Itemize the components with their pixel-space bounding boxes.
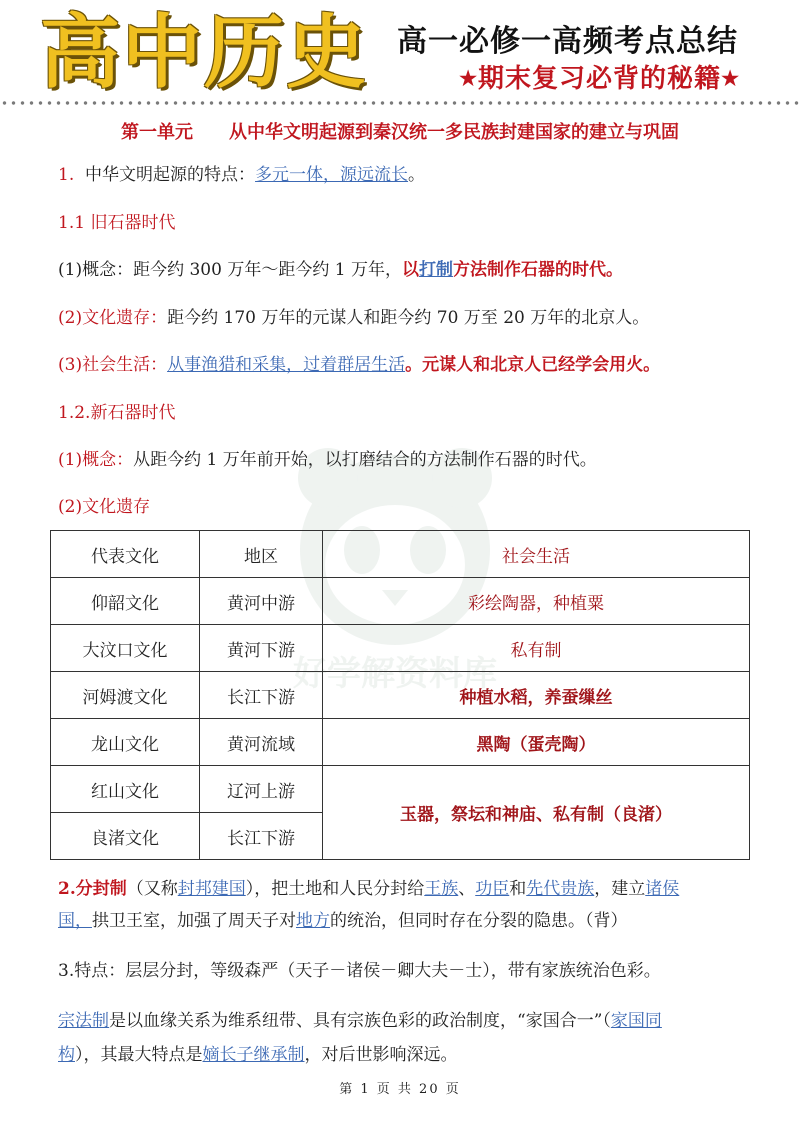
feudal-text: （又称: [126, 879, 178, 899]
table-cell: 长江下游: [200, 813, 323, 860]
feudal-features: 3.特点：层层分封，等级森严（天子－诸侯－卿大夫－士），带有家族统治色彩。: [58, 961, 661, 981]
unit-title: 从中华文明起源到秦汉统一多民族封建国家的建立与巩固: [229, 122, 679, 143]
section-1-answer: 多元一体，源远流长: [255, 165, 409, 185]
table-cell: 良渚文化: [51, 813, 200, 860]
paleolithic-life: [58, 350, 752, 380]
table-cell: 大汶口文化: [51, 625, 200, 672]
header-tagline-box: [459, 58, 740, 95]
heading-neolithic: 1.2.新石器时代: [58, 403, 176, 423]
section-1-line: [58, 160, 752, 190]
feudal-text: 和: [509, 879, 527, 899]
feudal-key: 功臣: [475, 879, 510, 899]
feudal-key: 王族: [424, 879, 459, 899]
patriarchal-paragraph: [58, 1006, 750, 1036]
table-cell: 黄河中游: [200, 578, 323, 625]
feudal-label: 2.分封制: [58, 879, 127, 899]
table-row: [51, 672, 750, 719]
feudal-key: 地方: [296, 911, 330, 931]
table-cell: 黄河下游: [200, 625, 323, 672]
table-cell: 辽河上游: [200, 766, 323, 813]
feudal-key: 封邦建国: [177, 879, 246, 899]
section-1-text: 中华文明起源的特点：: [85, 165, 256, 185]
culture-table: [50, 530, 750, 860]
page-big-title: 高中历史: [40, 5, 368, 99]
dotted-divider: [0, 100, 800, 106]
table-header-cell: 代表文化: [51, 531, 200, 578]
paleolithic-life-text: 。元谋人和北京人已经学会用火。: [405, 355, 661, 375]
watermark-text: 好学解资料库: [293, 654, 497, 694]
table-row: [51, 625, 750, 672]
patriarchal-key: 构: [58, 1045, 75, 1065]
table-cell: 彩绘陶器，种植粟: [323, 578, 750, 625]
table-cell: 仰韶文化: [51, 578, 200, 625]
feudal-text: 、: [458, 879, 476, 899]
table-header-row: [51, 531, 750, 578]
feudal-system-paragraph-cont: [58, 906, 750, 936]
section-1-end: 。: [408, 165, 426, 185]
table-cell: 私有制: [323, 625, 750, 672]
feudal-text: ），把土地和人民分封给: [245, 879, 425, 899]
header-tagline: 期末复习必背的秘籍: [478, 64, 722, 94]
neolithic-remains-label: (2)文化遗存: [58, 497, 151, 517]
feudal-text: 拱卫王室，加强了周天子对: [92, 911, 296, 931]
feudal-key: 诸侯: [645, 879, 680, 899]
table-cell: 种植水稻，养蚕缫丝: [323, 672, 750, 719]
feudal-text: ，建立: [594, 879, 646, 899]
heading-paleolithic: 1.1 旧石器时代: [58, 213, 176, 233]
patriarchal-text: 是以血缘关系为维系纽带、具有宗族色彩的政治制度，“家国合一”（: [109, 1011, 611, 1031]
patriarchal-paragraph-cont: [58, 1040, 750, 1070]
table-cell-merged: 玉器，祭坛和神庙、私有制（良渚）: [323, 766, 750, 860]
table-header-cell: 地区: [200, 531, 323, 578]
table-cell: 龙山文化: [51, 719, 200, 766]
paleolithic-concept-c: 方法制作石器的时代。: [452, 260, 623, 280]
paleolithic-life-label: (3)社会生活：: [58, 355, 168, 375]
table-cell: 黄河流域: [200, 719, 323, 766]
paleolithic-concept-key: 打制: [418, 260, 453, 280]
neolithic-concept: [58, 445, 752, 475]
paleolithic-remains: [58, 303, 752, 333]
table-cell: 长江下游: [200, 672, 323, 719]
patriarchal-key: 嫡长子继承制: [202, 1045, 305, 1065]
paleolithic-remains-label: (2)文化遗存：: [58, 308, 168, 328]
unit-label: 第一单元: [121, 122, 193, 143]
table-row: [51, 719, 750, 766]
table-header-cell: 社会生活: [323, 531, 750, 578]
paleolithic-concept: [58, 255, 752, 285]
patriarchal-key: 宗法制: [58, 1011, 109, 1031]
star-icon: ★: [459, 66, 479, 90]
table-cell: 黑陶（蛋壳陶）: [323, 719, 750, 766]
patriarchal-key: 家国同: [610, 1011, 662, 1031]
section-1-number: 1.: [58, 165, 75, 185]
feudal-text: 的统治，但同时存在分裂的隐患。（背）: [330, 911, 628, 931]
page-number: 第 1 页 共 20 页: [339, 1082, 461, 1097]
header-subtitle: 高一必修一高频考点总结: [397, 24, 738, 59]
paleolithic-concept-a: 以: [401, 260, 419, 280]
feudal-system-paragraph: [58, 874, 750, 904]
table-row: [51, 766, 750, 813]
table-cell: 红山文化: [51, 766, 200, 813]
star-icon: ★: [721, 66, 740, 90]
table-row: [51, 578, 750, 625]
paleolithic-remains-text: 距今约 170 万年的元谋人和距今约 70 万至 20 万年的北京人。: [167, 308, 650, 328]
paleolithic-life-answer: 从事渔猎和采集，过着群居生活: [167, 355, 406, 375]
feudal-key: 国，: [58, 911, 92, 931]
patriarchal-text: ，对后世影响深远。: [304, 1045, 458, 1065]
patriarchal-text: ），其最大特点是: [75, 1045, 203, 1065]
unit-heading: [0, 118, 800, 144]
feudal-key: 先代贵族: [526, 879, 595, 899]
neolithic-concept-label: (1)概念：: [58, 450, 134, 470]
table-cell: 河姆渡文化: [51, 672, 200, 719]
neolithic-concept-text: 从距今约 1 万年前开始，以打磨结合的方法制作石器的时代。: [133, 450, 597, 470]
paleolithic-concept-text: (1)概念：距今约 300 万年～距今约 1 万年，: [58, 260, 402, 280]
